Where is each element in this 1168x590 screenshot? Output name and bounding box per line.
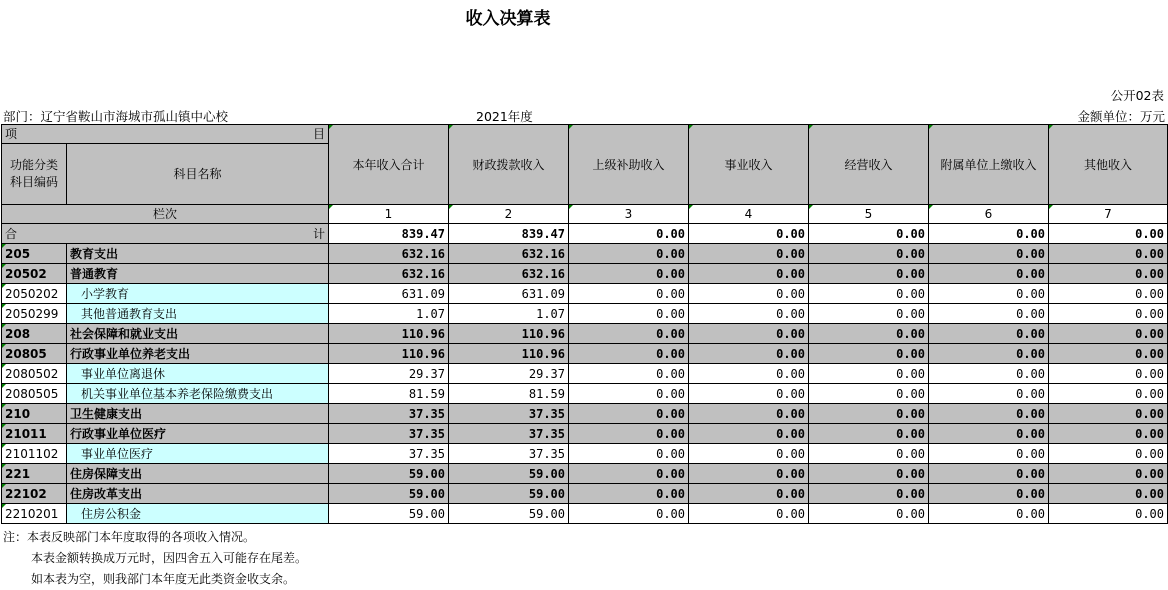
amount-cell-7: 0.00 <box>1049 384 1168 404</box>
amount-cell-3: 0.00 <box>569 244 689 264</box>
amount-cell-6: 0.00 <box>929 464 1049 484</box>
subject-code: 2080502 <box>2 364 67 384</box>
col-header-5: 经营收入 <box>809 125 929 205</box>
amount-cell-3: 0.00 <box>569 484 689 504</box>
total-label <box>2 224 329 244</box>
footnote-2: 本表金额转换成万元时，因四舍五入可能存在尾差。 <box>31 551 308 565</box>
subject-name: 住房保障支出 <box>67 464 329 484</box>
amount-cell-1: 29.37 <box>329 364 449 384</box>
table-row <box>2 284 1168 304</box>
amount-cell-1: 632.16 <box>329 244 449 264</box>
amount-cell-7: 0.00 <box>1049 424 1168 444</box>
subject-code: 2080505 <box>2 384 67 404</box>
amount-cell-6: 0.00 <box>929 384 1049 404</box>
amount-cell-7: 0.00 <box>1049 404 1168 424</box>
amount-cell-4: 0.00 <box>689 384 809 404</box>
amount-cell-7: 0.00 <box>1049 344 1168 364</box>
amount-cell-6: 0.00 <box>929 264 1049 284</box>
header-subject-name: 科目名称 <box>67 144 329 205</box>
amount-cell-5: 0.00 <box>809 464 929 484</box>
amount-cell-7: 0.00 <box>1049 444 1168 464</box>
amount-cell-1: 37.35 <box>329 444 449 464</box>
subject-code: 22102 <box>2 484 67 504</box>
total-ji: 计 <box>312 226 325 241</box>
department-label: 部门：辽宁省鞍山市海城市孤山镇中心校 <box>3 109 229 124</box>
amount-cell-6: 0.00 <box>929 404 1049 424</box>
col-header-7: 其他收入 <box>1049 125 1168 205</box>
subject-code: 210 <box>2 404 67 424</box>
table-row <box>2 504 1168 524</box>
col-header-2: 财政拨款收入 <box>449 125 569 205</box>
subject-code: 2050299 <box>2 304 67 324</box>
amount-cell-1: 37.35 <box>329 424 449 444</box>
total-value-3: 0.00 <box>569 224 689 244</box>
amount-cell-4: 0.00 <box>689 504 809 524</box>
subject-name: 住房公积金 <box>67 504 329 524</box>
amount-cell-5: 0.00 <box>809 384 929 404</box>
header-func-code: 功能分类 科目编码 <box>2 144 67 205</box>
amount-cell-2: 37.35 <box>449 444 569 464</box>
table-row <box>2 304 1168 324</box>
amount-cell-1: 632.16 <box>329 264 449 284</box>
subject-name: 机关事业单位基本养老保险缴费支出 <box>67 384 329 404</box>
total-value-2: 839.47 <box>449 224 569 244</box>
amount-cell-6: 0.00 <box>929 244 1049 264</box>
amount-cell-6: 0.00 <box>929 504 1049 524</box>
amount-cell-4: 0.00 <box>689 284 809 304</box>
amount-cell-4: 0.00 <box>689 424 809 444</box>
amount-cell-6: 0.00 <box>929 284 1049 304</box>
total-he: 合 <box>5 226 18 241</box>
col-number-4: 4 <box>689 205 809 224</box>
header-xiang-mu <box>2 125 329 144</box>
amount-cell-4: 0.00 <box>689 404 809 424</box>
amount-cell-2: 631.09 <box>449 284 569 304</box>
amount-cell-2: 59.00 <box>449 484 569 504</box>
amount-cell-4: 0.00 <box>689 324 809 344</box>
table-row <box>2 404 1168 424</box>
amount-cell-2: 59.00 <box>449 464 569 484</box>
amount-cell-3: 0.00 <box>569 264 689 284</box>
subject-name: 教育支出 <box>67 244 329 264</box>
subject-name: 社会保障和就业支出 <box>67 324 329 344</box>
subject-name: 小学教育 <box>67 284 329 304</box>
amount-cell-5: 0.00 <box>809 284 929 304</box>
col-number-5: 5 <box>809 205 929 224</box>
amount-cell-4: 0.00 <box>689 304 809 324</box>
amount-cell-3: 0.00 <box>569 504 689 524</box>
amount-cell-5: 0.00 <box>809 444 929 464</box>
amount-cell-4: 0.00 <box>689 364 809 384</box>
report-title: 收入决算表 <box>465 9 551 29</box>
amount-cell-4: 0.00 <box>689 464 809 484</box>
amount-cell-7: 0.00 <box>1049 244 1168 264</box>
footnotes <box>3 527 307 590</box>
total-value-7: 0.00 <box>1049 224 1168 244</box>
amount-cell-3: 0.00 <box>569 444 689 464</box>
table-row <box>2 444 1168 464</box>
col-number-3: 3 <box>569 205 689 224</box>
amount-cell-3: 0.00 <box>569 324 689 344</box>
amount-cell-1: 81.59 <box>329 384 449 404</box>
amount-cell-2: 632.16 <box>449 244 569 264</box>
subject-code: 208 <box>2 324 67 344</box>
amount-cell-1: 110.96 <box>329 324 449 344</box>
amount-cell-2: 37.35 <box>449 404 569 424</box>
amount-cell-6: 0.00 <box>929 484 1049 504</box>
amount-cell-4: 0.00 <box>689 444 809 464</box>
amount-cell-4: 0.00 <box>689 484 809 504</box>
amount-cell-2: 81.59 <box>449 384 569 404</box>
subject-name: 住房改革支出 <box>67 484 329 504</box>
amount-cell-1: 37.35 <box>329 404 449 424</box>
amount-cell-3: 0.00 <box>569 384 689 404</box>
subject-code: 205 <box>2 244 67 264</box>
amount-cell-6: 0.00 <box>929 364 1049 384</box>
table-row <box>2 484 1168 504</box>
subject-code: 20805 <box>2 344 67 364</box>
amount-cell-5: 0.00 <box>809 404 929 424</box>
amount-cell-2: 29.37 <box>449 364 569 384</box>
subject-code: 2210201 <box>2 504 67 524</box>
table-row <box>2 324 1168 344</box>
table-row <box>2 424 1168 444</box>
amount-cell-3: 0.00 <box>569 404 689 424</box>
amount-cell-1: 1.07 <box>329 304 449 324</box>
subject-code: 20502 <box>2 264 67 284</box>
amount-cell-1: 59.00 <box>329 464 449 484</box>
amount-cell-7: 0.00 <box>1049 484 1168 504</box>
amount-cell-5: 0.00 <box>809 424 929 444</box>
total-value-4: 0.00 <box>689 224 809 244</box>
subject-name: 卫生健康支出 <box>67 404 329 424</box>
amount-cell-5: 0.00 <box>809 264 929 284</box>
amount-cell-6: 0.00 <box>929 344 1049 364</box>
subject-code: 2101102 <box>2 444 67 464</box>
amount-cell-5: 0.00 <box>809 344 929 364</box>
amount-cell-3: 0.00 <box>569 424 689 444</box>
col-header-4: 事业收入 <box>689 125 809 205</box>
total-value-5: 0.00 <box>809 224 929 244</box>
col-header-1: 本年收入合计 <box>329 125 449 205</box>
amount-cell-5: 0.00 <box>809 484 929 504</box>
col-number-7: 7 <box>1049 205 1168 224</box>
amount-cell-2: 59.00 <box>449 504 569 524</box>
amount-cell-6: 0.00 <box>929 424 1049 444</box>
amount-cell-1: 59.00 <box>329 504 449 524</box>
total-row <box>2 224 1168 244</box>
table-row <box>2 364 1168 384</box>
table-row <box>2 344 1168 364</box>
amount-cell-4: 0.00 <box>689 264 809 284</box>
subject-name: 其他普通教育支出 <box>67 304 329 324</box>
amount-cell-6: 0.00 <box>929 304 1049 324</box>
table-row <box>2 264 1168 284</box>
subject-name: 事业单位离退休 <box>67 364 329 384</box>
table-row <box>2 464 1168 484</box>
amount-cell-7: 0.00 <box>1049 324 1168 344</box>
amount-cell-7: 0.00 <box>1049 464 1168 484</box>
amount-cell-4: 0.00 <box>689 244 809 264</box>
amount-cell-3: 0.00 <box>569 364 689 384</box>
income-table <box>1 124 1168 524</box>
report-meta <box>3 107 1165 123</box>
col-number-1: 1 <box>329 205 449 224</box>
total-value-1: 839.47 <box>329 224 449 244</box>
amount-cell-1: 631.09 <box>329 284 449 304</box>
header-lanci: 栏次 <box>2 205 329 224</box>
amount-cell-1: 110.96 <box>329 344 449 364</box>
subject-code: 21011 <box>2 424 67 444</box>
amount-cell-1: 59.00 <box>329 484 449 504</box>
form-code: 公开02表 <box>1110 88 1164 103</box>
subject-name: 行政事业单位养老支出 <box>67 344 329 364</box>
col-header-3: 上级补助收入 <box>569 125 689 205</box>
amount-cell-6: 0.00 <box>929 324 1049 344</box>
table-row <box>2 384 1168 404</box>
col-header-6: 附属单位上缴收入 <box>929 125 1049 205</box>
amount-cell-6: 0.00 <box>929 444 1049 464</box>
amount-cell-2: 632.16 <box>449 264 569 284</box>
table-row <box>2 244 1168 264</box>
amount-cell-3: 0.00 <box>569 304 689 324</box>
amount-cell-5: 0.00 <box>809 324 929 344</box>
amount-cell-3: 0.00 <box>569 344 689 364</box>
header-xiang: 项 <box>5 127 18 141</box>
col-number-2: 2 <box>449 205 569 224</box>
amount-cell-2: 110.96 <box>449 324 569 344</box>
amount-cell-3: 0.00 <box>569 284 689 304</box>
header-mu: 目 <box>312 127 325 141</box>
subject-name: 行政事业单位医疗 <box>67 424 329 444</box>
amount-cell-5: 0.00 <box>809 304 929 324</box>
amount-cell-7: 0.00 <box>1049 304 1168 324</box>
total-value-6: 0.00 <box>929 224 1049 244</box>
unit-label: 金额单位：万元 <box>1077 109 1165 124</box>
amount-cell-2: 37.35 <box>449 424 569 444</box>
amount-cell-4: 0.00 <box>689 344 809 364</box>
amount-cell-7: 0.00 <box>1049 284 1168 304</box>
subject-code: 221 <box>2 464 67 484</box>
footnote-3: 如本表为空，则我部门本年度无此类资金收支余。 <box>31 572 296 586</box>
amount-cell-3: 0.00 <box>569 464 689 484</box>
col-number-6: 6 <box>929 205 1049 224</box>
amount-cell-2: 1.07 <box>449 304 569 324</box>
amount-cell-2: 110.96 <box>449 344 569 364</box>
amount-cell-7: 0.00 <box>1049 504 1168 524</box>
amount-cell-5: 0.00 <box>809 504 929 524</box>
amount-cell-5: 0.00 <box>809 244 929 264</box>
amount-cell-5: 0.00 <box>809 364 929 384</box>
subject-name: 事业单位医疗 <box>67 444 329 464</box>
amount-cell-7: 0.00 <box>1049 364 1168 384</box>
amount-cell-7: 0.00 <box>1049 264 1168 284</box>
footnote-1: 注：本表反映部门本年度取得的各项收入情况。 <box>3 530 256 544</box>
subject-code: 2050202 <box>2 284 67 304</box>
subject-name: 普通教育 <box>67 264 329 284</box>
year-label: 2021年度 <box>476 109 533 124</box>
